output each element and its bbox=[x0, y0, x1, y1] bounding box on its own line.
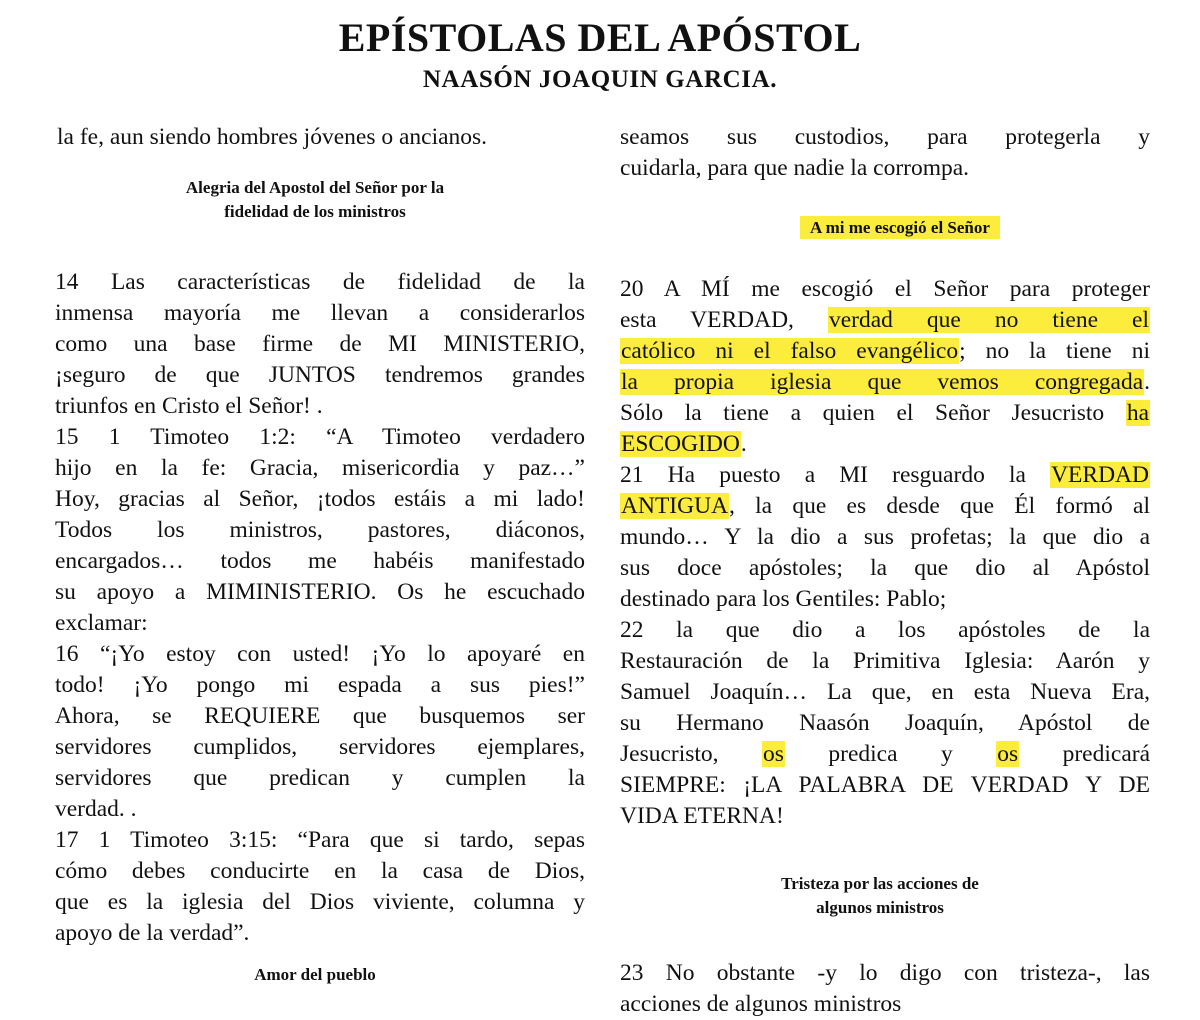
verse-17 bbox=[55, 825, 585, 949]
highlighted-text: verdad que no tiene el bbox=[828, 307, 1149, 333]
text-line: su apoyo a MIMINISTERIO. Os he escuchado bbox=[55, 579, 585, 605]
highlighted-text: católico ni el falso evangélico bbox=[621, 338, 959, 364]
highlighted-text: la propia iglesia que vemos congregada bbox=[621, 369, 1144, 395]
text-fragment: predicará bbox=[1019, 741, 1151, 767]
text-fragment: ; no la tiene ni bbox=[959, 338, 1151, 364]
text-line: 14 Las características de fidelidad de la bbox=[55, 269, 585, 295]
highlighted-text: os bbox=[997, 741, 1019, 767]
verse-14 bbox=[55, 267, 585, 422]
text-line bbox=[620, 305, 1150, 336]
text-line bbox=[620, 739, 1150, 770]
text-line: ¡seguro de que JUNTOS tendremos grandes bbox=[55, 362, 585, 388]
text-line: exclamar: bbox=[55, 610, 148, 636]
text-fragment: predica y bbox=[784, 741, 997, 767]
text-line: destinado para los Gentiles: Pablo; bbox=[620, 586, 947, 612]
section-heading-escogio bbox=[620, 216, 1150, 240]
text-line-cut: acciones de algunos ministros bbox=[620, 991, 902, 1017]
highlighted-text: ANTIGUA bbox=[621, 493, 729, 519]
text-line: su Hermano Naasón Joaquín, Apóstol de bbox=[620, 710, 1150, 736]
verse-16 bbox=[55, 639, 585, 825]
heading-line: algunos ministros bbox=[816, 898, 944, 917]
left-column bbox=[55, 122, 585, 984]
text-line: apoyo de la verdad”. bbox=[55, 920, 250, 946]
text-line: seamos sus custodios, para protegerla y bbox=[620, 124, 1150, 150]
section-heading-tristeza bbox=[620, 872, 1140, 920]
text-line: que es la iglesia del Dios viviente, columna y bbox=[55, 889, 585, 915]
text-line: triunfos en Cristo el Señor! . bbox=[55, 393, 323, 419]
text-line bbox=[620, 491, 1150, 522]
text-line bbox=[620, 460, 1150, 491]
page-title: EPÍSTOLAS DEL APÓSTOL bbox=[338, 15, 862, 60]
text-line: servidores que predican y cumplen la bbox=[55, 765, 585, 791]
text-line: encargados… todos me habéis manifestado bbox=[55, 548, 585, 574]
text-fragment: Sólo la tiene a quien el Señor Jesucristo bbox=[620, 400, 1126, 426]
text-line: Ahora, se REQUIERE que busquemos ser bbox=[55, 703, 585, 729]
text-line: como una base firme de MI MINISTERIO, bbox=[55, 331, 585, 357]
section-heading-alegria bbox=[55, 176, 575, 224]
section-heading-cut: Amor del pueblo bbox=[254, 965, 376, 984]
verse-15 bbox=[55, 422, 585, 639]
text-line: SIEMPRE: ¡LA PALABRA DE VERDAD Y DE bbox=[620, 772, 1150, 798]
text-line bbox=[620, 336, 1150, 367]
highlighted-text: VERDAD bbox=[1051, 462, 1149, 488]
text-line: 23 No obstante -y lo digo con tristeza-, las bbox=[620, 960, 1150, 986]
text-line: 22 la que dio a los apóstoles de la bbox=[620, 617, 1150, 643]
text-line: Restauración de la Primitiva Iglesia: Aarón y bbox=[620, 648, 1150, 674]
verse-21 bbox=[620, 460, 1150, 615]
text-fragment: , la que es desde que Él formó al bbox=[729, 493, 1150, 519]
text-line: servidores cumplidos, servidores ejemplares, bbox=[55, 734, 585, 760]
highlighted-text: ha bbox=[1126, 400, 1149, 426]
text-line: Hoy, gracias al Señor, ¡todos estáis a mi lado! bbox=[55, 486, 585, 512]
text-line: VIDA ETERNA! bbox=[620, 803, 784, 829]
heading-line: Alegria del Apostol del Señor por la bbox=[185, 178, 445, 197]
text-line: Samuel Joaquín… La que, en esta Nueva Era, bbox=[620, 679, 1150, 705]
text-fragment: . bbox=[740, 431, 747, 457]
text-line: inmensa mayoría me llevan a considerarlos bbox=[55, 300, 585, 326]
highlighted-heading: A mi me escogió el Señor bbox=[800, 216, 1000, 239]
heading-line: fidelidad de los ministros bbox=[224, 202, 406, 221]
page-subtitle: NAASÓN JOAQUIN GARCIA. bbox=[422, 66, 778, 93]
text-line: cuidarla, para que nadie la corrompa. bbox=[620, 155, 970, 181]
text-fragment: . bbox=[1144, 369, 1150, 395]
text-line: mundo… Y la dio a sus profetas; la que dio a bbox=[620, 524, 1150, 550]
text-line bbox=[620, 398, 1150, 429]
right-column bbox=[620, 122, 1151, 1017]
text-fragment: Jesucristo, bbox=[620, 741, 763, 767]
text-line: 20 A MÍ me escogió el Señor para proteger bbox=[620, 276, 1150, 302]
text-line: sus doce apóstoles; la que dio al Apóstol bbox=[620, 555, 1150, 581]
text-line: hijo en la fe: Gracia, misericordia y paz…” bbox=[55, 455, 585, 481]
text-line bbox=[620, 367, 1150, 398]
heading-line: Tristeza por las acciones de bbox=[781, 874, 979, 893]
verse-20 bbox=[620, 274, 1150, 460]
text-fragment: 21 Ha puesto a MI resguardo la bbox=[620, 462, 1051, 488]
highlighted-text: ESCOGIDO bbox=[621, 431, 740, 457]
verse-22 bbox=[620, 615, 1150, 832]
text-line: 16 “¡Yo estoy con usted! ¡Yo lo apoyaré en bbox=[55, 641, 585, 667]
text-line: todo! ¡Yo pongo mi espada a sus pies!” bbox=[55, 672, 585, 698]
text-line: 17 1 Timoteo 3:15: “Para que si tardo, sepas bbox=[55, 827, 585, 853]
text-line: verdad. . bbox=[55, 796, 137, 822]
highlighted-text: os bbox=[763, 741, 784, 767]
text-line: cómo debes conducirte en la casa de Dios, bbox=[55, 858, 585, 884]
text-line: Todos los ministros, pastores, diáconos, bbox=[55, 517, 585, 543]
text-line bbox=[620, 429, 1150, 460]
text-fragment: esta VERDAD, bbox=[620, 307, 828, 333]
text-line: 15 1 Timoteo 1:2: “A Timoteo verdadero bbox=[55, 424, 585, 450]
text-line: la fe, aun siendo hombres jóvenes o ancianos. bbox=[57, 124, 488, 150]
